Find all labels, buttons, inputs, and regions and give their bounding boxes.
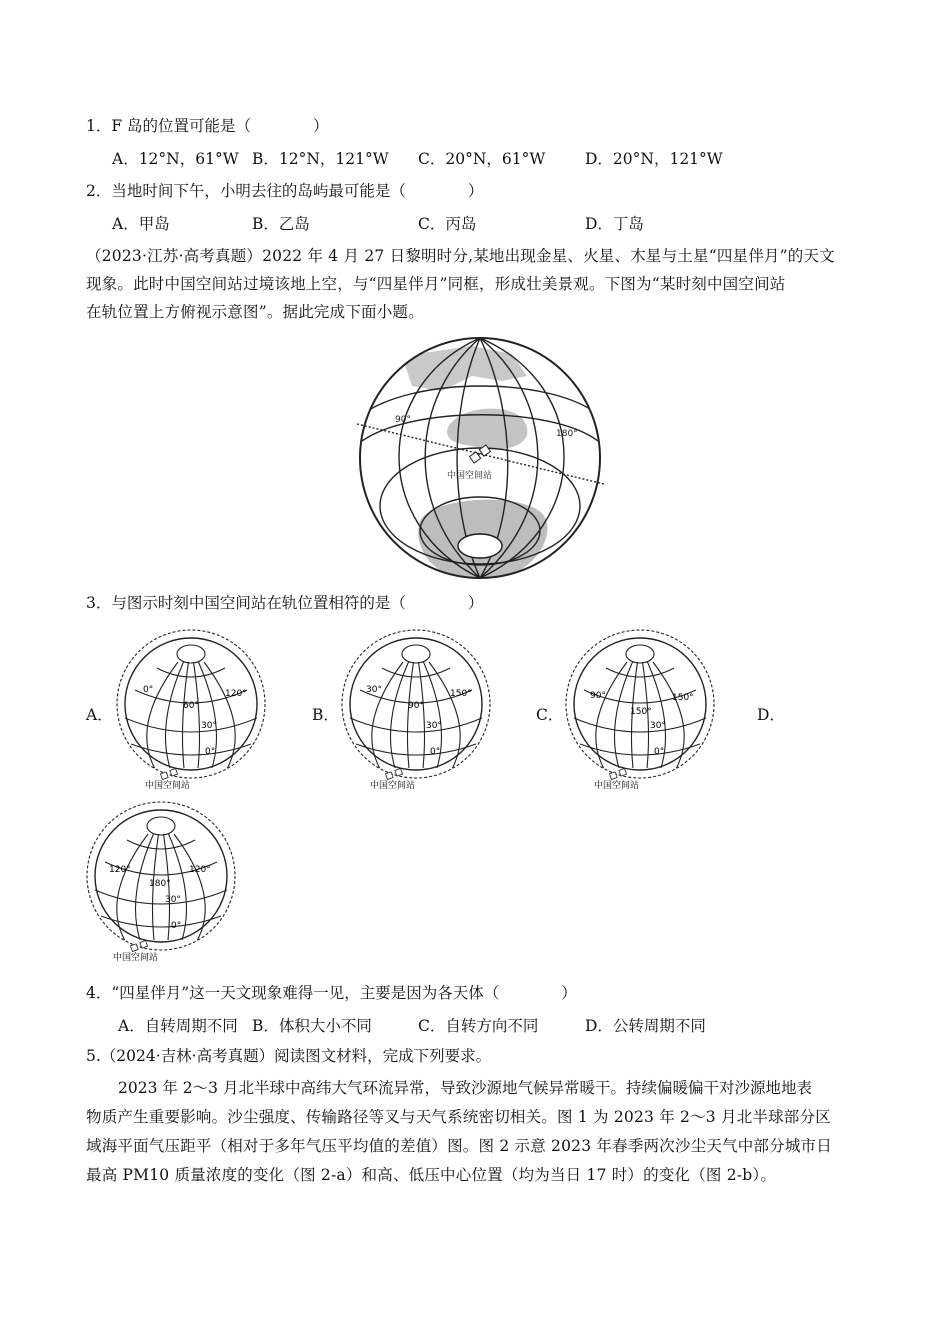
q3-globe-a[interactable]: [115, 628, 267, 792]
q4-option-c[interactable]: C．自转方向不同: [418, 1017, 539, 1035]
globe-c-left: 90°: [590, 691, 606, 701]
space-station-icon: [130, 940, 147, 951]
globe-c-lat0: 0°: [654, 747, 665, 757]
intro-line-3: 在轨位置上方俯视示意图”。据此完成下面小题。: [86, 303, 424, 321]
globe-d-lat0: 0°: [171, 921, 182, 931]
q1-stem: 1．F 岛的位置可能是（ ）: [86, 117, 329, 135]
q4-option-d[interactable]: D．公转周期不同: [585, 1017, 706, 1035]
space-station-icon: [160, 768, 177, 779]
globe-c-station: 中国空间站: [594, 781, 640, 791]
station-label: 中国空间站: [447, 471, 493, 481]
globe-b-lat0: 0°: [430, 747, 441, 757]
space-station-icon: [609, 768, 626, 779]
intro-line-1: （2023·江苏·高考真题）2022 年 4 月 27 日黎明时分,某地出现金星、火星、木星与土星“四星伴月”的天文: [86, 247, 835, 265]
q3-globe-b[interactable]: [340, 628, 492, 792]
q4-option-b[interactable]: B．体积大小不同: [252, 1017, 372, 1035]
globe-c-center: 150°: [630, 707, 652, 717]
globe-outline: [95, 810, 227, 942]
lon-label-180: 180°: [556, 429, 578, 439]
globe-a-station: 中国空间站: [145, 781, 191, 791]
q5-line-4: 最高 PM10 质量浓度的变化（图 2-a）和高、低压中心位置（均为当日 17 时）的变化（图 2-b）。: [86, 1166, 777, 1184]
globe-a-left: 0°: [143, 685, 154, 695]
q5-line-3: 域海平面气压距平（相对于多年气压平均值的差值）图。图 2 示意 2023 年春季两次沙尘天气中部分城市日: [86, 1137, 832, 1155]
globe-b-station: 中国空间站: [370, 781, 416, 791]
q3-option-a-letter[interactable]: A．: [86, 706, 113, 724]
q4-option-a[interactable]: A．自转周期不同: [118, 1017, 238, 1035]
q2-option-d[interactable]: D．丁岛: [585, 215, 644, 233]
q3-globe-d[interactable]: [85, 800, 237, 964]
globe-d-station: 中国空间站: [113, 953, 159, 963]
q5-line-2: 物质产生重要影响。沙尘强度、传输路径等叉与天气系统密切相关。图 1 为 2023 年 2～3 月北半球部分区: [86, 1108, 831, 1126]
lon-label-90: 90°: [395, 415, 411, 425]
q3-option-d-letter[interactable]: D．: [757, 706, 785, 724]
q1-option-a[interactable]: A．12°N，61°W: [112, 150, 239, 168]
globe-a-right: 120°: [225, 689, 247, 699]
q3-option-b-letter[interactable]: B．: [312, 706, 339, 724]
q2-option-b[interactable]: B．乙岛: [252, 215, 310, 233]
q3-option-c-letter[interactable]: C．: [536, 706, 564, 724]
globe-d-right: 120°: [189, 865, 211, 875]
globe-a-center: 60°: [183, 701, 199, 711]
q1-option-d[interactable]: D．20°N，121°W: [585, 150, 723, 168]
globe-a-lat30: 30°: [201, 721, 217, 731]
intro-line-2: 现象。此时中国空间站过境该地上空，与“四星伴月”同框，形成壮美景观。下图为“某时刻中国空间站: [86, 275, 786, 293]
q3-globe-c[interactable]: [564, 628, 716, 792]
globe-d-center: 180°: [149, 879, 171, 889]
globe-c-right: 150°: [672, 693, 694, 703]
q2-stem: 2．当地时间下午，小明去往的岛屿最可能是（ ）: [86, 182, 484, 200]
space-station-icon: [385, 768, 402, 779]
q2-option-a[interactable]: A．甲岛: [112, 215, 170, 233]
q1-option-b[interactable]: B．12°N，121°W: [252, 150, 389, 168]
q1-option-c[interactable]: C．20°N，61°W: [418, 150, 546, 168]
q5-line-1: 2023 年 2～3 月北半球中高纬大气环流异常，导致沙源地气候异常暖干。持续偏暖偏干对沙源地地表: [118, 1079, 812, 1097]
globe-b-lat30: 30°: [426, 721, 442, 731]
globe-b-center: 90°: [408, 701, 424, 711]
main-globe-figure: [352, 336, 608, 581]
globe-a-lat0: 0°: [205, 747, 216, 757]
globe-d-left: 120°: [109, 865, 131, 875]
globe-b-right: 150°: [450, 689, 472, 699]
globe-b-left: 30°: [366, 685, 382, 695]
q2-option-c[interactable]: C．丙岛: [418, 215, 477, 233]
globe-c-lat30: 30°: [650, 721, 666, 731]
q5-stem: 5.（2024·吉林·高考真题）阅读图文材料，完成下列要求。: [86, 1047, 492, 1065]
globe-d-lat30: 30°: [165, 895, 181, 905]
q4-stem: 4．“四星伴月”这一天文现象难得一见，主要是因为各天体（ ）: [86, 984, 577, 1002]
globe-outline: [574, 638, 706, 770]
q3-stem: 3．与图示时刻中国空间站在轨位置相符的是（ ）: [86, 594, 484, 612]
